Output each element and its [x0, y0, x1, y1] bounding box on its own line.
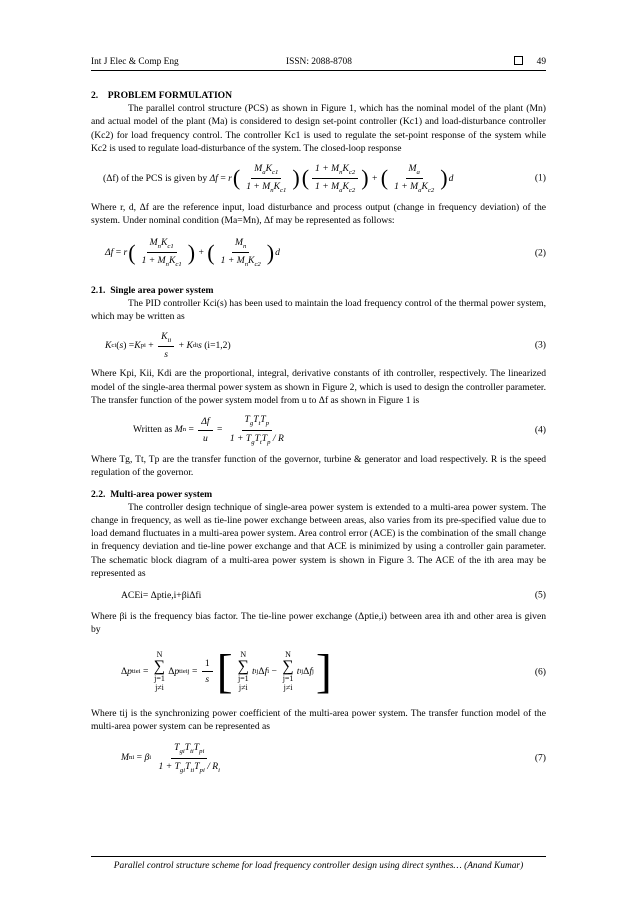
- equation-4-number: (4): [534, 424, 546, 436]
- equation-3-tail: (i=1,2): [204, 339, 231, 351]
- page-number: 49: [536, 57, 546, 67]
- section-2-paragraph-2: Where r, d, Δf are the reference input, load disturbance and process output (change in frequency deviation) of the system. Under nominal condition (Ma=Mn), Δf may be represented as follows:: [91, 202, 546, 227]
- issn: ISSN: 2088-8708: [286, 57, 352, 67]
- equation-5-number: (5): [534, 589, 546, 601]
- equation-2: Δf = r ( $\frac{M_nK_{c1}}{1 + M_nK_{c1}}$ ) + ( $\frac{M_n}{1 + M_nK_{c2}}$ ) d (2): [105, 236, 546, 269]
- running-header: [91, 54, 546, 71]
- equation-6: Δ p tiei = N ∑ j=1 j≠i Δ p tieij = $\frac{1}{s}$ [ N ∑ j=1 j≠i t ij Δ f i − N ∑ j=1 j≠i t ij Δ f j ] (6): [121, 644, 546, 698]
- section-2-2-paragraph-2: Where βi is the frequency bias factor. The tie-line power exchange (Δptie,i) between area ith and other area is given by: [91, 611, 546, 636]
- equation-4-lead: Written as: [133, 424, 173, 436]
- running-footer: Parallel control structure scheme for load frequency controller design using direct synthes… (Anand Kumar): [91, 856, 546, 873]
- equation-5: [91, 580, 546, 610]
- equation-2-number: (2): [534, 247, 546, 259]
- section-2-1-paragraph-1: The PID controller Kci(s) has been used to maintain the load frequency control of the thermal power system, which may be written as: [91, 297, 546, 323]
- equation-7-number: (7): [534, 752, 546, 764]
- equation-7: M ni = β i $\frac{T_{gi}T_{ti}T_{pi}}{1 + T_{gi}T_{ti}T_{pi} / R_i}$ (7): [121, 742, 546, 774]
- section-2-2-paragraph-1: The controller design technique of single-area power system is extended to a multi-area power system. The change in frequency, as well as tie-line power exchange between areas, also varies from its pre-specified value due to load demand fluctuates in a multi-area power system. Area control error (ACE) is the combination of the small change in frequency deviation and tie-line power exchange and that ACE is minimized by using a controller gain parameter. The schematic block diagram of a multi-area power system is shown in Figure 3. The ACE of the ith area may be represented as: [91, 501, 546, 579]
- page-number-block: [514, 56, 546, 69]
- equation-4: Written as M n = $\frac{\Delta f}{u}$ = $\frac{T_gT_tT_p}{1 + T_gT_tT_p / R}$ (4): [133, 414, 546, 446]
- section-2-2-paragraph-3: Where tij is the synchronizing power coefficient of the multi-area power system. The transfer function model of the multi-area power system can be represented as: [91, 707, 546, 732]
- equation-1-number: (1): [534, 172, 546, 184]
- section-2-heading: 2. PROBLEM FORMULATION: [91, 90, 233, 101]
- equation-1: (Δf) of the PCS is given by Δf = r ( $\frac{M_aK_{c1}}{1 + M_nK_{c1}}$ ) ( $\frac{1 + M_nK_{c2}}{1 + M_aK_{c2}}$ ) + ( $\frac{M_a}{1 + M_aK_{c2}}$ ) d (1): [103, 162, 546, 194]
- checkbox-icon: [514, 56, 523, 65]
- equation-5-text: ACEi= Δptie,i+βiΔfi: [121, 589, 202, 601]
- equation-3: K ci ( s ) = K pi + $\frac{K_{ii}}{s}$ + K di s (i=1,2) (3): [105, 330, 546, 360]
- section-2-1-paragraph-2: Where Kpi, Kii, Kdi are the proportional, integral, derivative constants of ith controller, respectively. The linearized model of the single-area thermal power system as shown in Figure 2, which is used to design the controller parameter. The transfer function of the power system model from u to Δf as shown in Figure 1 is: [91, 368, 546, 406]
- section-2-paragraph-1: The parallel control structure (PCS) as shown in Figure 1, which has the nominal model of the plant (Mn) and actual model of the plant (Ma) is considered to design set-point controller (Kc1) and load-disturbance controller (Kc2) for load frequency control. The controller Kc1 is used to regulate the set-point response of the system while Kc2 is used to regulate load-disturbance of the system. The closed-loop response: [91, 103, 546, 154]
- journal-name: Int J Elec & Comp Eng: [91, 57, 179, 67]
- section-2-2-heading: 2.2. Multi-area power system: [91, 488, 213, 500]
- section-2-1-paragraph-3: Where Tg, Tt, Tp are the transfer function of the governor, turbine & generator and load respectively. R is the speed regulation of the governor.: [91, 454, 546, 479]
- equation-1-lead: (Δf) of the PCS is given by: [103, 172, 208, 184]
- equation-6-number: (6): [534, 666, 546, 678]
- equation-3-number: (3): [534, 339, 546, 351]
- page-body: [91, 85, 546, 783]
- section-2-1-heading: 2.1. Single area power system: [91, 284, 214, 296]
